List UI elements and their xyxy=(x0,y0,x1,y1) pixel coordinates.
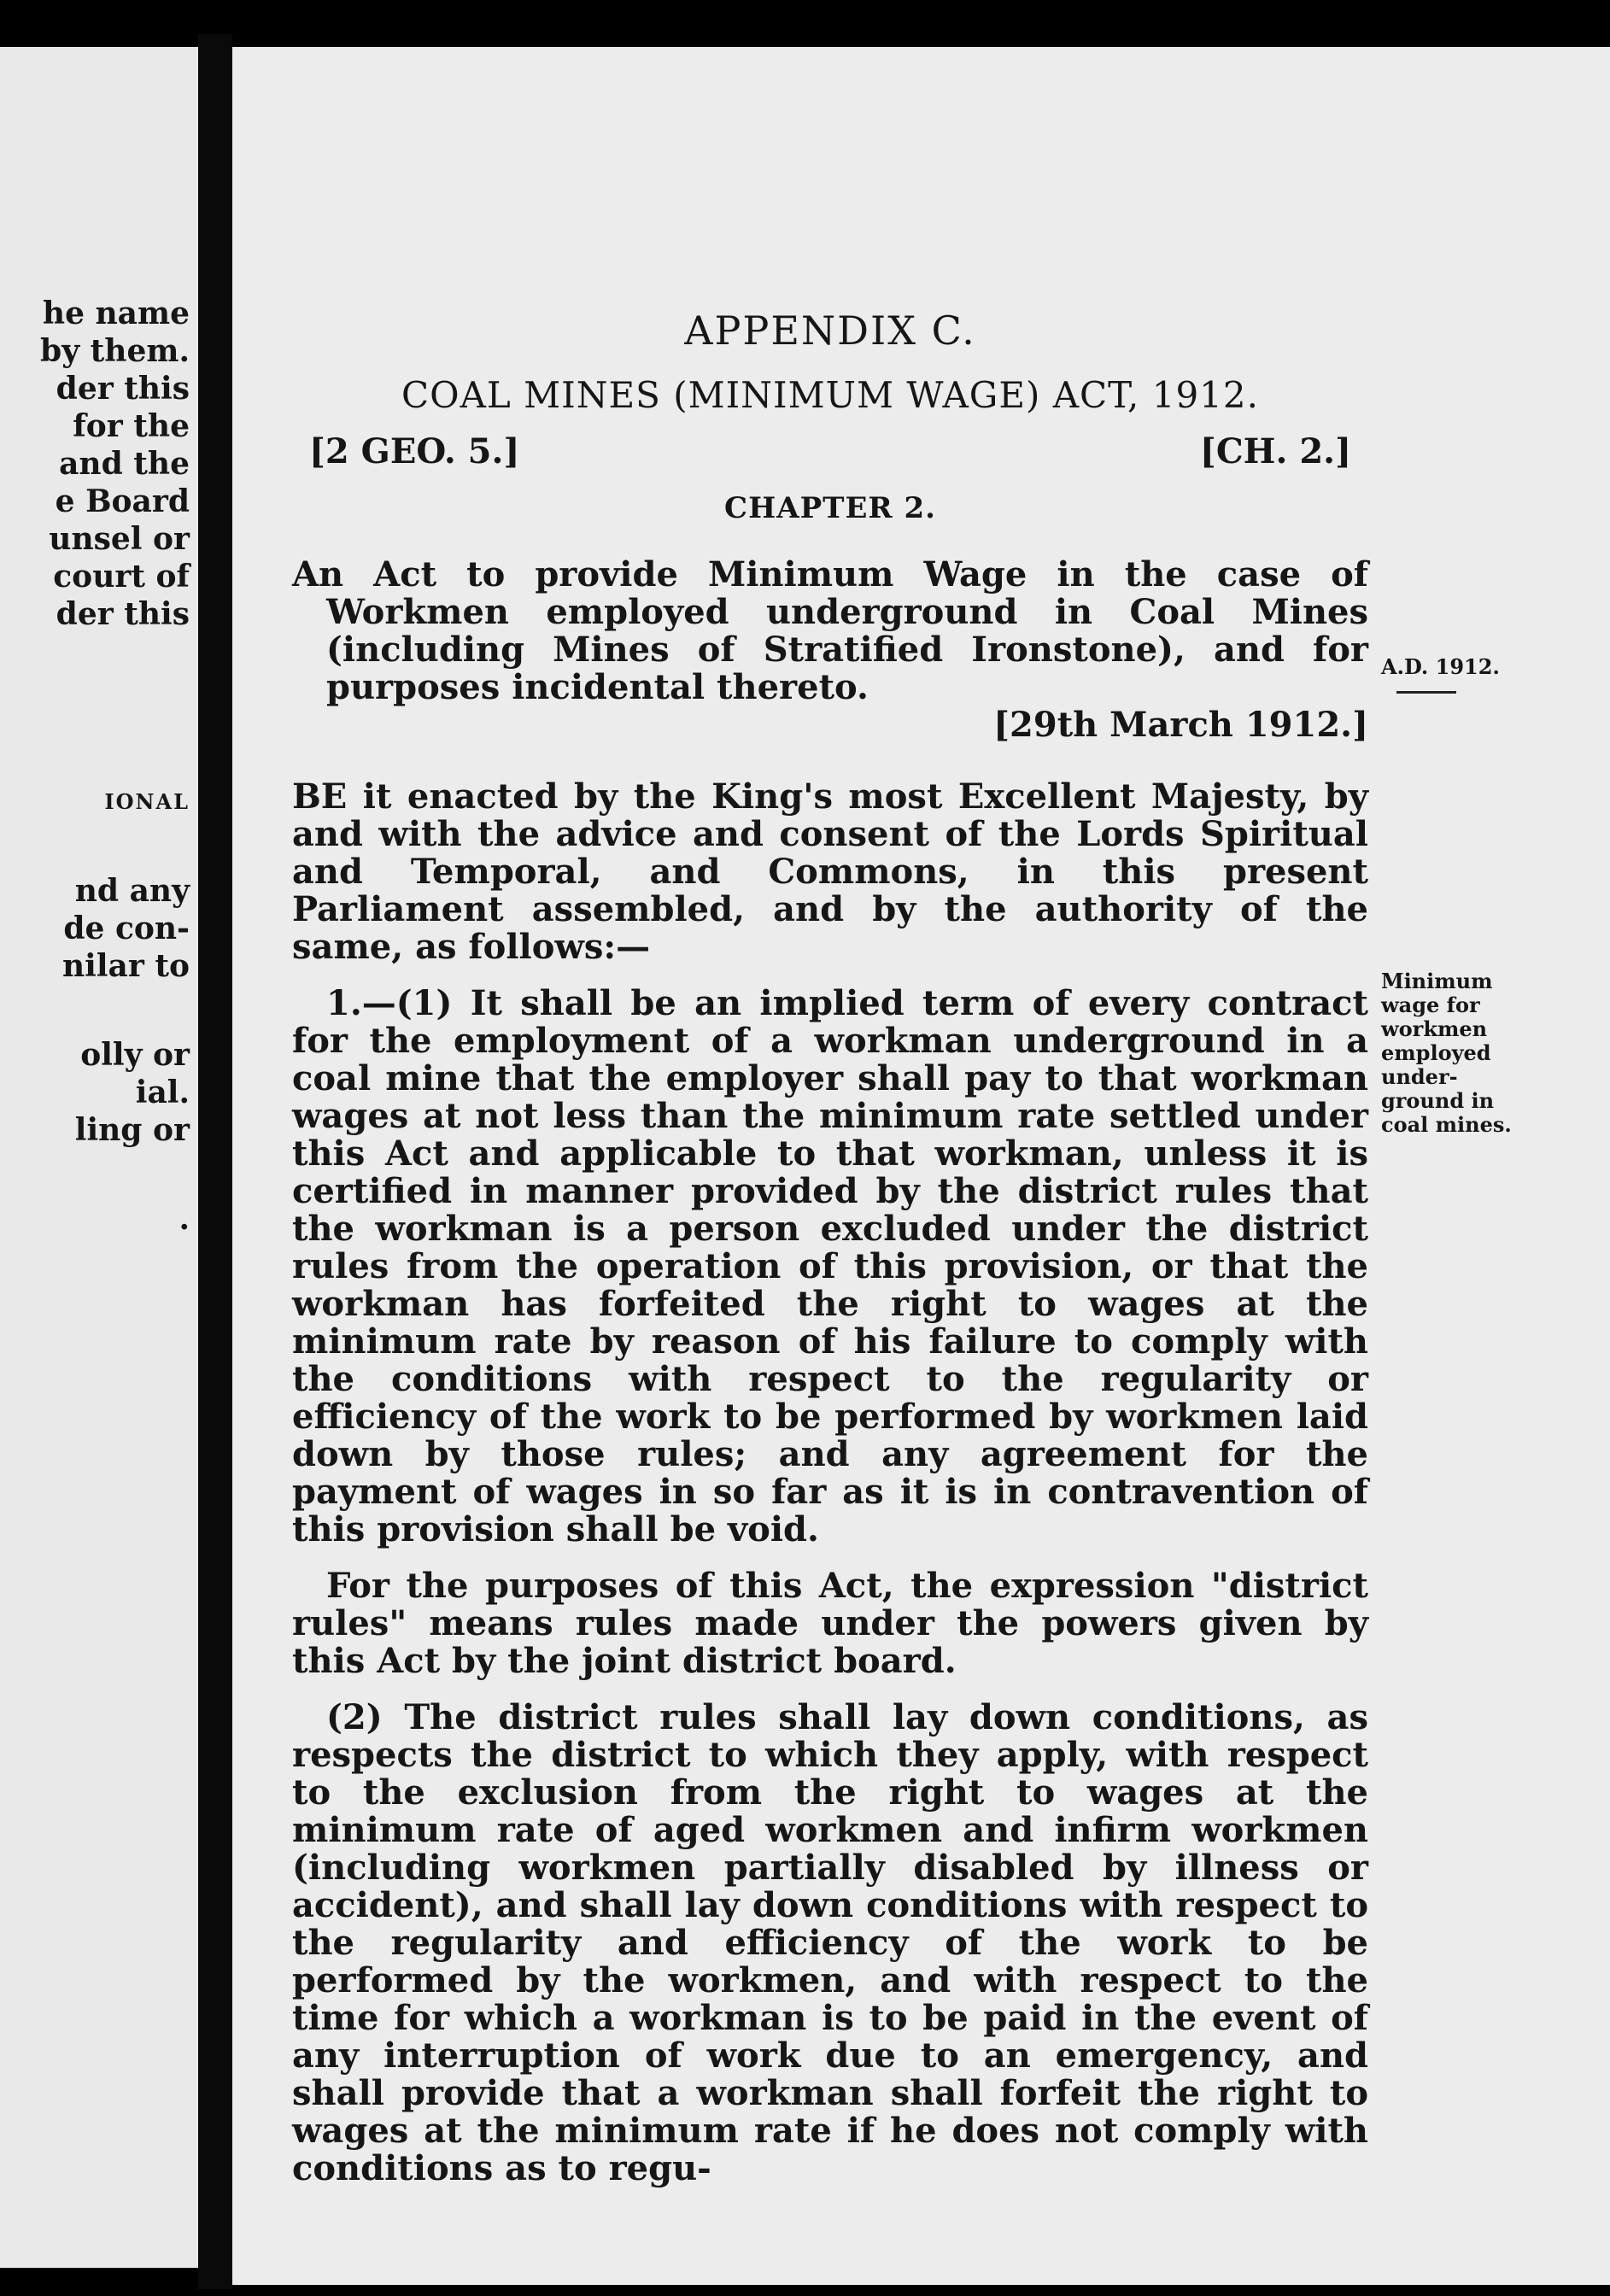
left-line: e Board xyxy=(55,483,190,519)
long-title-text: An Act to provide Minimum Wage in the case of Workmen employed underground in Coal Mines (including Mines of Stratified Ironstone), and for purposes incidental thereto. xyxy=(292,554,1368,707)
margin-note-line: employed xyxy=(1381,1040,1491,1065)
section-1-subsection-1: 1.—(1) It shall be an implied term of every contract for the employment of a workman underground in a coal mine that the employer shall pay to that workman wages at not less than the minimum rate settled under this Act and applicable to that workman, unless it is certified in manner provided by the district rules that the workman is a person excluded under the district rules from the operation of this provision, or that the workman has forfeited the right to wages at the minimum rate by reason of his failure to comply with the conditions with respect to the regularity or efficiency of the work to be performed by workmen laid down by those rules; and any agreement for the payment of wages in so far as it is in contravention of this provision shall be void. xyxy=(292,983,1368,1549)
left-page-text xyxy=(40,295,190,1238)
left-line: der this xyxy=(56,371,190,407)
left-line: unsel or xyxy=(49,521,190,557)
book-spine xyxy=(198,34,232,2289)
left-line: de con- xyxy=(63,911,190,946)
citation-line xyxy=(309,433,1351,471)
left-line: olly or xyxy=(80,1037,190,1073)
left-line: ial. xyxy=(135,1075,190,1110)
left-line: court of xyxy=(53,559,190,594)
enacting-formula: BE it enacted by the King's most Excellent Majesty, by and with the advice and consent of the Lords Spiritual and Temporal, and Commons, in this present Parliament assembled, and by the authority of the same, as follows:— xyxy=(292,776,1368,967)
margin-note-line: coal mines. xyxy=(1381,1112,1512,1137)
act-title: COAL MINES (MINIMUM WAGE) ACT, 1912. xyxy=(401,374,1259,416)
left-line: der this xyxy=(56,596,190,632)
left-line: nd any xyxy=(74,873,190,909)
chapter-heading: CHAPTER 2. xyxy=(724,491,936,525)
margin-note-line: workmen xyxy=(1381,1016,1488,1041)
margin-note-line: Minimum xyxy=(1381,969,1493,993)
regnal-year: [2 GEO. 5.] xyxy=(309,431,520,472)
left-line: he name xyxy=(42,296,190,331)
appendix-heading: APPENDIX C. xyxy=(684,308,976,354)
left-line: nilar to xyxy=(62,948,190,984)
margin-note-line: wage for xyxy=(1381,993,1480,1017)
margin-note-line: under- xyxy=(1381,1064,1458,1089)
left-line: by them. xyxy=(40,333,190,369)
chapter-reference: [CH. 2.] xyxy=(1199,431,1351,472)
left-fragment: . xyxy=(179,1201,190,1237)
left-line: and the xyxy=(59,446,190,482)
page-content xyxy=(292,308,1368,2188)
margin-rule xyxy=(1396,691,1456,694)
margin-note xyxy=(1381,969,1552,1137)
left-heading: IONAL xyxy=(104,789,190,814)
section-1-definition: For the purposes of this Act, the expression "district rules" means rules made under the powers given by this Act by the joint district board. xyxy=(292,1566,1368,1681)
section-1-subsection-2: (2) The district rules shall lay down conditions, as respects the district to which they apply, with respect to the exclusion from the right to wages at the minimum rate of aged workmen and infirm workmen (including workmen partially disabled by illness or accident), and shall lay down conditions with respect to the regularity and efficiency of the work to be performed by the workmen, and with respect to the time for which a workman is to be paid in the event of any interruption of work due to an emergency, and shall provide that a workman shall forfeit the right to wages at the minimum rate if he does not comply with conditions as to regu- xyxy=(292,1697,1368,2188)
margin-year-text: A.D. 1912. xyxy=(1381,654,1500,679)
left-page xyxy=(0,47,198,2268)
margin-year xyxy=(1381,655,1552,694)
long-title xyxy=(292,556,1368,744)
left-line: for the xyxy=(73,408,190,444)
left-line: ling or xyxy=(74,1112,190,1148)
royal-assent-date: [29th March 1912.] xyxy=(993,705,1368,745)
right-page xyxy=(232,47,1610,2285)
margin-note-line: ground in xyxy=(1381,1088,1495,1113)
